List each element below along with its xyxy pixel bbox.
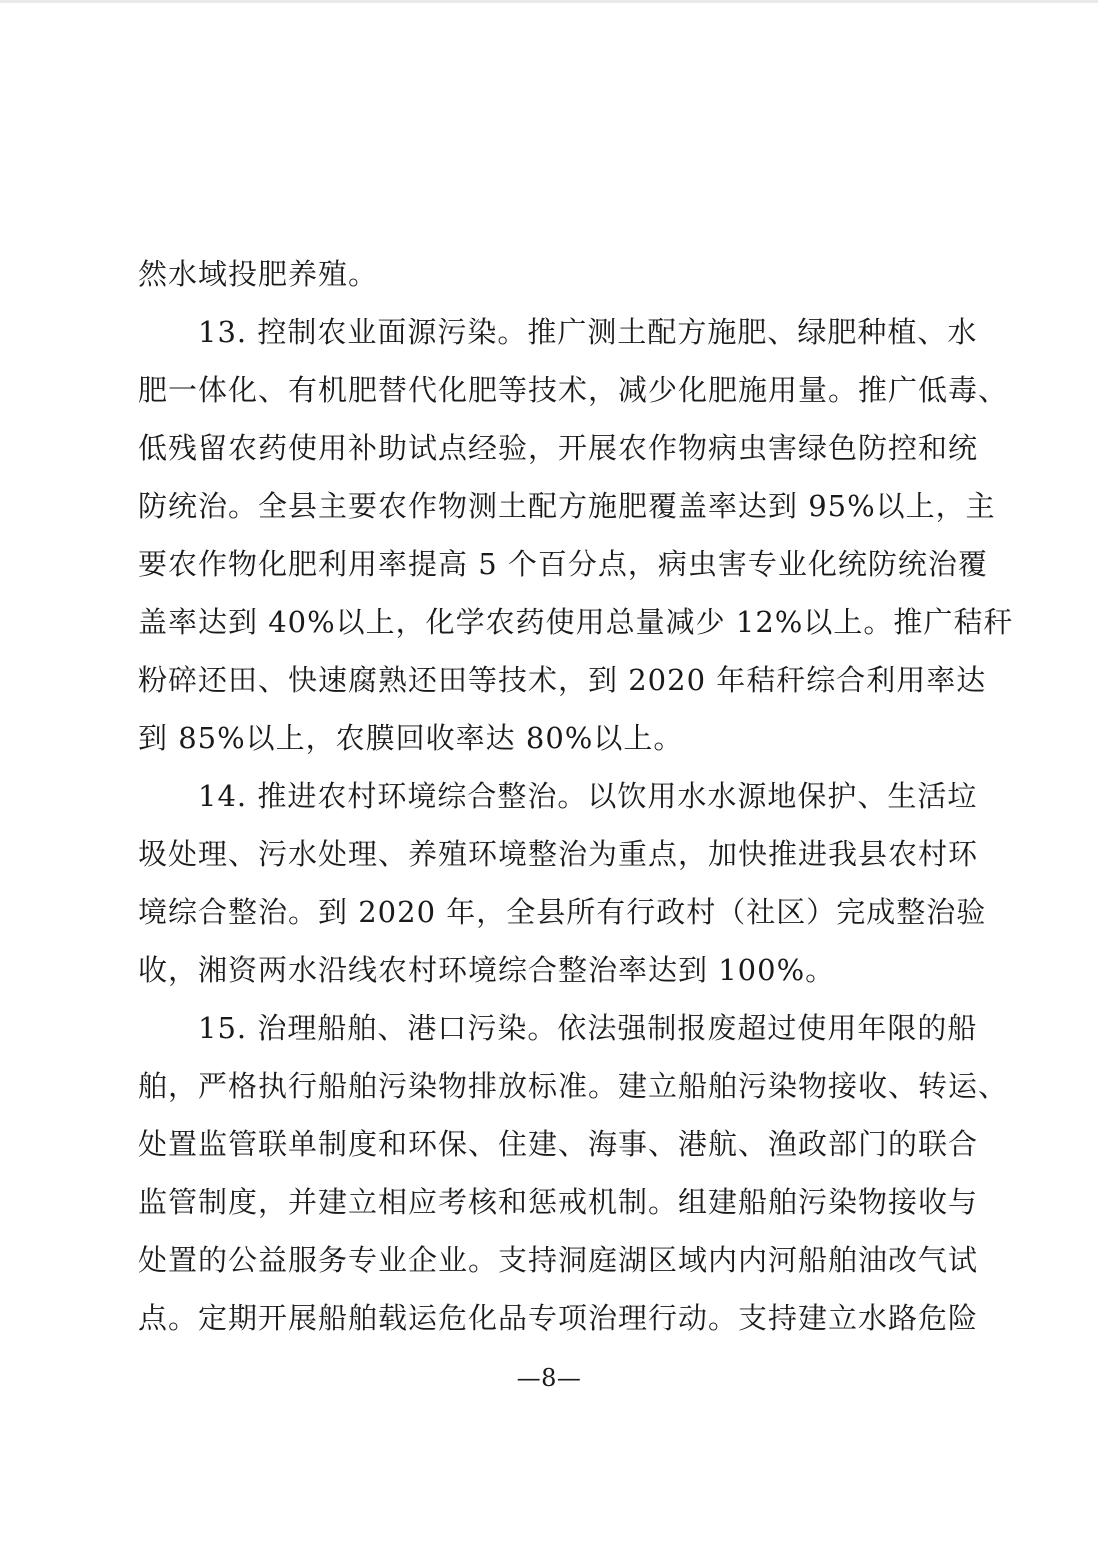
text-line: 防统治。全县主要农作物测土配方施肥覆盖率达到 95%以上，主 — [138, 489, 996, 523]
text-line: 盖率达到 40%以上，化学农药使用总量减少 12%以上。推广秸秆 — [138, 605, 1014, 639]
text-line: 圾处理、污水处理、养殖环境整治为重点，加快推进我县农村环 — [138, 837, 979, 871]
section-15-heading-line: 15. 治理船舶、港口污染。依法强制报废超过使用年限的船 — [198, 1011, 978, 1045]
text-line: 处置的公益服务专业企业。支持洞庭湖区域内内河船舶油改气试 — [138, 1243, 979, 1277]
text-line: 收，湘资两水沿线农村环境综合整治率达到 100%。 — [138, 953, 836, 987]
text-line: 肥一体化、有机肥替代化肥等技术，减少化肥施用量。推广低毒、 — [138, 373, 1009, 407]
text-line: 监管制度，并建立相应考核和惩戒机制。组建船舶污染物接收与 — [138, 1185, 979, 1219]
text-line: 粉碎还田、快速腐熟还田等技术，到 2020 年秸秆综合利用率达 — [138, 663, 987, 697]
text-line: 点。定期开展船舶载运危化品专项治理行动。支持建立水路危险 — [138, 1301, 979, 1335]
section-13-heading-line: 13. 控制农业面源污染。推广测土配方施肥、绿肥种植、水 — [198, 315, 978, 349]
text-line: 低残留农药使用补助试点经验，开展农作物病虫害绿色防控和统 — [138, 431, 979, 465]
text-line: 舶，严格执行船舶污染物排放标准。建立船舶污染物接收、转运、 — [138, 1069, 1009, 1103]
text-line: 然水域投肥养殖。 — [138, 257, 379, 291]
text-line: 处置监管联单制度和环保、住建、海事、港航、渔政部门的联合 — [138, 1127, 979, 1161]
text-line: 到 85%以上，农膜回收率达 80%以上。 — [138, 721, 684, 755]
page-number: —8— — [516, 1364, 582, 1392]
section-14-heading-line: 14. 推进农村环境综合整治。以饮用水水源地保护、生活垃 — [198, 779, 978, 813]
text-line: 境综合整治。到 2020 年，全县所有行政村（社区）完成整治验 — [138, 895, 987, 929]
page-top-edge — [0, 0, 1098, 3]
text-line: 要农作物化肥利用率提高 5 个百分点，病虫害专业化统防统治覆 — [138, 547, 988, 581]
